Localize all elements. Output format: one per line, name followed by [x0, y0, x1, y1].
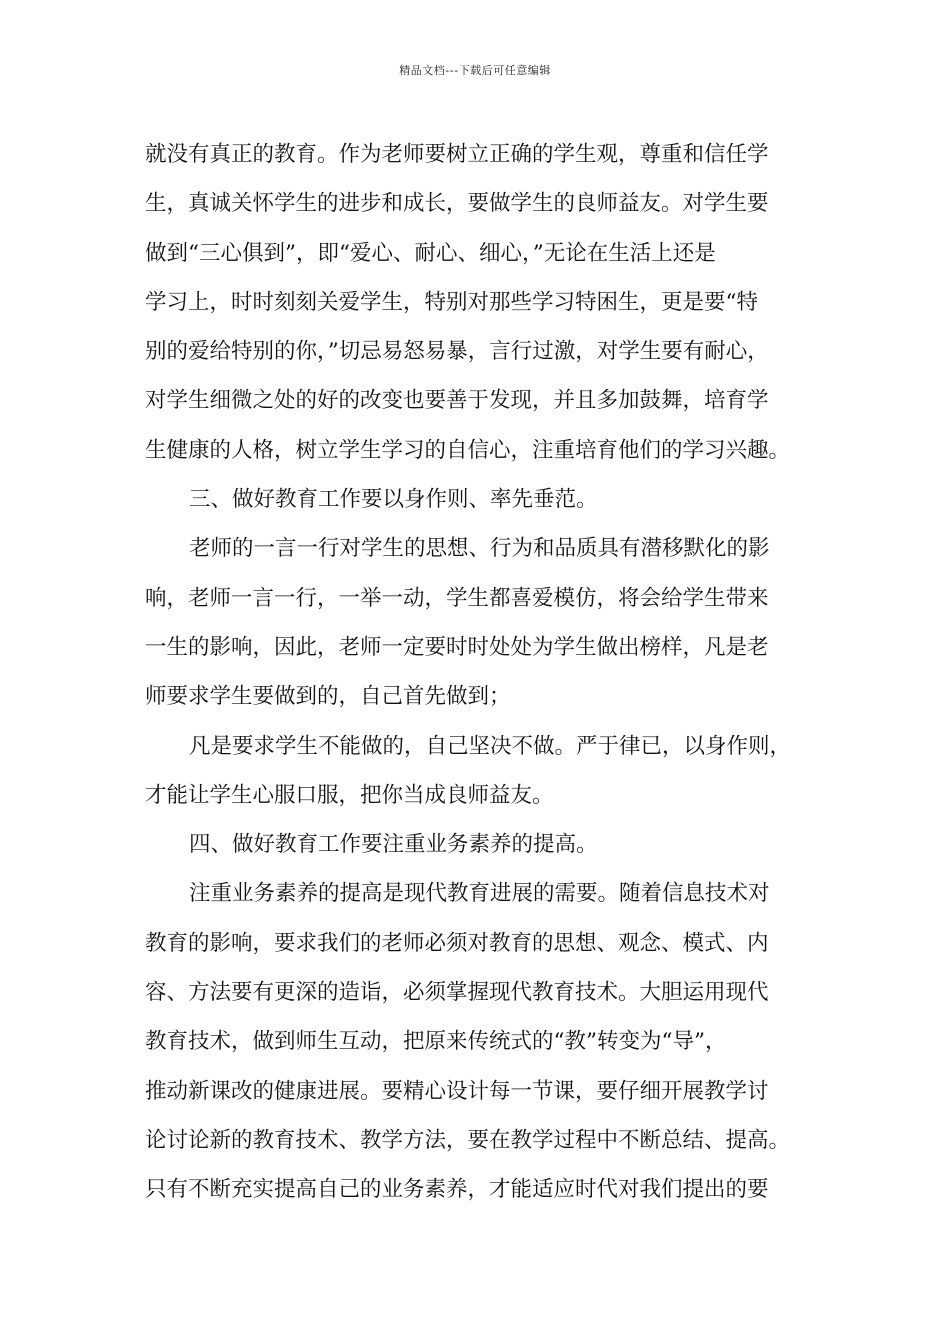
text-line: 别的爱给特别的你，”切忌易怒易暴，言行过激，对学生要有耐心， — [145, 339, 769, 365]
text-line: 学习上，时时刻刻关爱学生，特别对那些学习特困生，更是要“特 — [145, 289, 758, 315]
text-line: 就没有真正的教育。作为老师要树立正确的学生观，尊重和信任学 — [145, 142, 769, 167]
text-line: 推动新课改的健康进展。要精心设计每一节课，要仔细开展教学讨 — [145, 1078, 769, 1104]
text-line: 老师的一言一行对学生的思想、行为和品质具有潜移默化的影 — [189, 536, 770, 562]
text-line: 凡是要求学生不能做的，自己坚决不做。严于律已，以身作则， — [189, 733, 792, 759]
text-line: 四、做好教育工作要注重业务素养的提高。 — [189, 832, 598, 858]
text-line: 注重业务素养的提高是现代教育进展的需要。随着信息技术对 — [189, 881, 770, 907]
text-line: 对学生细微之处的好的改变也要善于发现，并且多加鼓舞，培育学 — [145, 388, 769, 414]
text-line: 容、方法要有更深的造诣，必须掌握现代教育技术。大胆运用现代 — [145, 980, 769, 1006]
text-line: 教育技术，做到师生互动，把原来传统式的“教”转变为“导”， — [145, 1029, 727, 1055]
text-line: 响，老师一言一行，一举一动，学生都喜爱模仿，将会给学生带来 — [145, 585, 769, 611]
body-text — [145, 130, 825, 1215]
text-line: 论讨论新的教育技术、教学方法，要在教学过程中不断总结、提高。 — [145, 1127, 791, 1153]
page-header: 精品文档---下载后可任意编辑 — [399, 64, 551, 77]
text-line: 生健康的人格，树立学生学习的自信心，注重培育他们的学习兴趣。 — [145, 437, 791, 463]
text-line: 一生的影响，因此，老师一定要时时处处为学生做出榜样，凡是老 — [145, 634, 769, 660]
text-line: 教育的影响，要求我们的老师必须对教育的思想、观念、模式、内 — [145, 930, 769, 956]
text-line: 生，真诚关怀学生的进步和成长，要做学生的良师益友。对学生要 — [145, 191, 769, 217]
text-line: 三、做好教育工作要以身作则、率先垂范。 — [189, 487, 598, 513]
text-line: 师要求学生要做到的，自己首先做到； — [145, 684, 511, 710]
text-line: 才能让学生心服口服，把你当成良师益友。 — [145, 782, 554, 808]
text-line: 只有不断充实提高自己的业务素养，才能适应时代对我们提出的要 — [145, 1177, 769, 1203]
text-line: 做到“三心俱到”，即“爱心、耐心、细心，”无论在生活上还是 — [145, 240, 716, 266]
